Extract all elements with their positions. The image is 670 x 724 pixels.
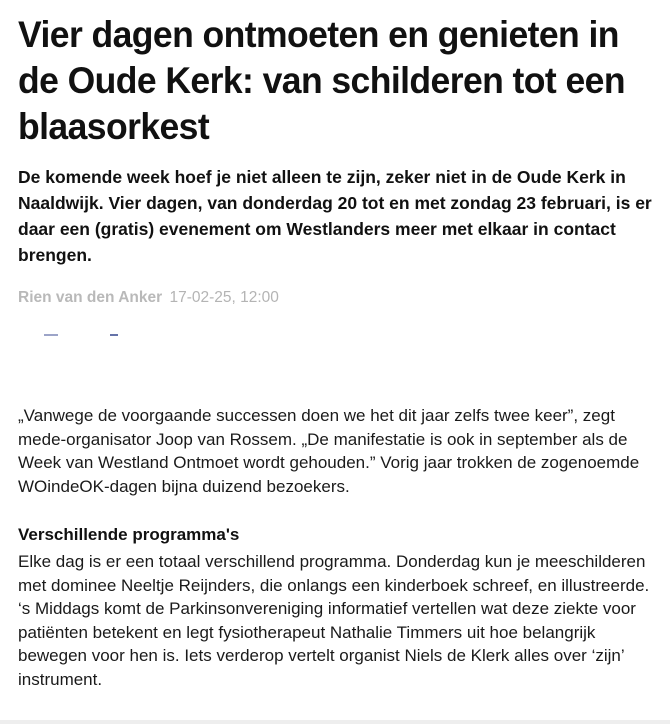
article xyxy=(18,0,652,691)
article-intro: De komende week hoef je niet alleen te zijn, zeker niet in de Oude Kerk in Naaldwijk. Vier dagen, van donderdag 20 tot en met zondag 23 februari, is er daar een (gratis) evenement om Westlanders meer met elkaar in contact brengen. xyxy=(18,167,652,265)
article-subheading: Verschillende programma's xyxy=(18,525,240,544)
article-headline: Vier dagen ontmoeten en genieten in de Oude Kerk: van schilderen tot een blaasorkest xyxy=(18,14,625,147)
media-loading-fragment xyxy=(110,334,118,336)
byline-author[interactable]: Rien van den Anker xyxy=(18,289,163,306)
article-paragraph-2: Elke dag is er een totaal verschillend programma. Donderdag kun je meeschilderen met dominee Neeltje Reijnders, die onlangs een kinderboek schreef, en illustreerde. ‘s Middags komt de Parkinsonvereniging informatief vertellen wat deze ziekte voor patiënten betekent en legt fysiotherapeut Nathalie Timmers uit hoe belangrijk bewegen voor hen is. Iets verderop vertelt organist Niels de Klerk alles over ‘zijn’ instrument. xyxy=(18,552,650,689)
byline xyxy=(18,288,652,308)
byline-datetime: 17-02-25, 12:00 xyxy=(169,289,279,306)
media-loading-fragment xyxy=(44,334,58,336)
media-placeholder xyxy=(18,324,652,404)
article-paragraph-1: „Vanwege de voorgaande successen doen we het dit jaar zelfs twee keer”, zegt mede-organisator Joop van Rossem. „De manifestatie is ook in september als de Week van Westland Ontmoet wordt gehouden.” Vorig jaar trokken de zogenoemde WOindeOK-dagen bijna duizend bezoekers. xyxy=(18,406,640,496)
bottom-divider xyxy=(0,720,670,724)
